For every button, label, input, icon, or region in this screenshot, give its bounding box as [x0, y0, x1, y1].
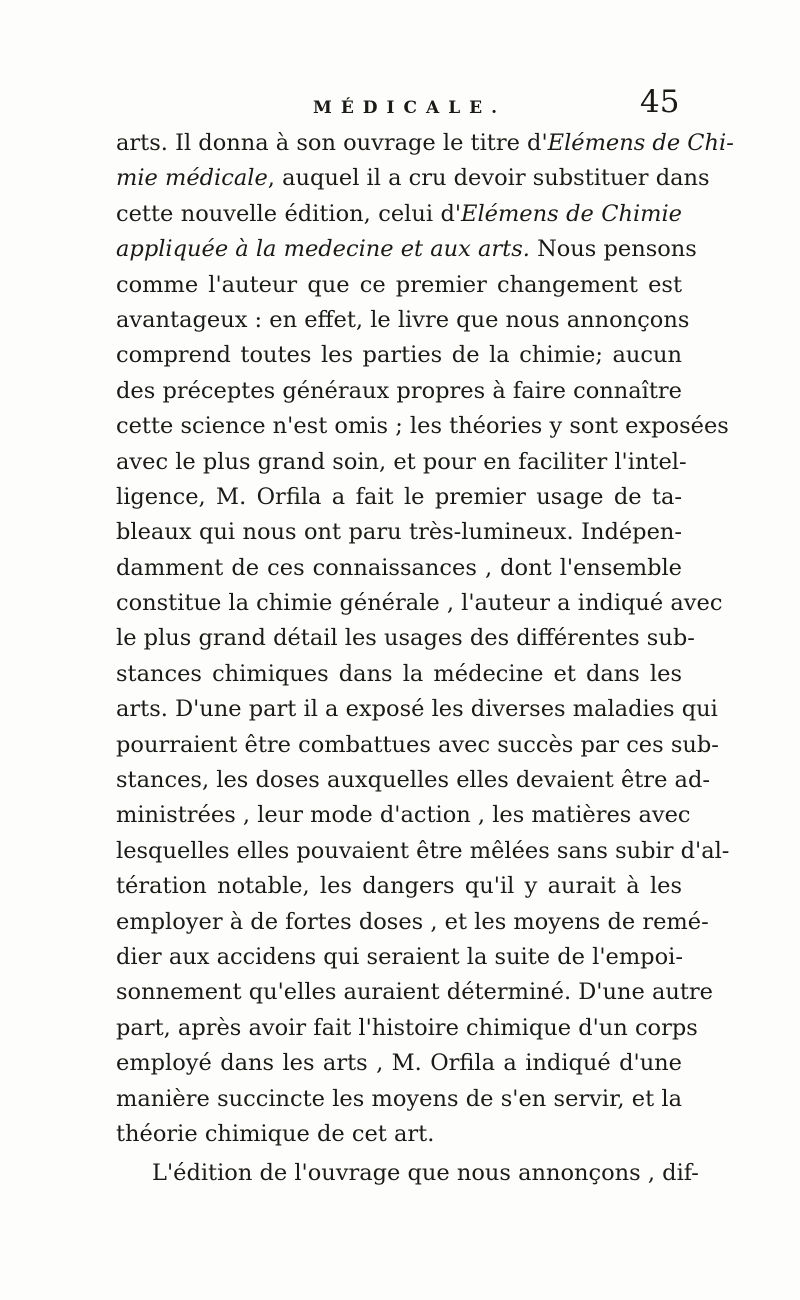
text-line: sonnement qu'elles auraient déterminé. D'une autre	[116, 979, 713, 1006]
text-line: manière succincte les moyens de s'en servir, et la	[116, 1085, 682, 1112]
text-line: mie médicale, auquel il a cru devoir substituer dans	[116, 165, 710, 192]
text-line: comprend toutes les parties de la chimie; aucun	[116, 342, 682, 369]
text-line: L'édition de l'ouvrage que nous annonçons , dif-	[152, 1160, 699, 1187]
text-line: employer à de fortes doses , et les moyens de remé-	[116, 908, 709, 935]
text-line: pourraient être combattues avec succès par ces sub-	[116, 731, 719, 758]
text-line: théorie chimique de cet art.	[116, 1120, 435, 1147]
text-line: ministrées , leur mode d'action , les matières avec	[116, 802, 691, 829]
text-line: avec le plus grand soin, et pour en faciliter l'intel-	[116, 448, 687, 475]
text-line: employé dans les arts , M. Orfila a indiqué d'une	[116, 1050, 682, 1077]
text-line: arts. Il donna à son ouvrage le titre d'Elémens de Chi-	[116, 130, 734, 156]
text-line: avantageux : en effet, le livre que nous annonçons	[116, 306, 690, 333]
text-line: cette science n'est omis ; les théories y sont exposées	[116, 413, 729, 440]
text-line: des préceptes généraux propres à faire connaître	[116, 377, 682, 404]
text-line: stances chimiques dans la médecine et dans les	[116, 660, 682, 687]
text-line: comme l'auteur que ce premier changement est	[116, 271, 682, 298]
text-line: tération notable, les dangers qu'il y aurait à les	[116, 873, 682, 900]
text-line: dier aux accidens qui seraient la suite de l'empoi-	[116, 943, 683, 970]
text-line: appliquée à la medecine et aux arts. Nous pensons	[116, 236, 697, 263]
text-line: arts. D'une part il a exposé les diverses maladies qui	[116, 696, 718, 723]
text-line: stances, les doses auxquelles elles devaient être ad-	[116, 767, 710, 794]
text-line: constitue la chimie générale , l'auteur a indiqué avec	[116, 590, 723, 617]
running-head: MÉDICALE.	[313, 98, 507, 118]
text-line: bleaux qui nous ont paru très-lumineux. Indépen-	[116, 519, 682, 546]
text-line: cette nouvelle édition, celui d'Elémens de Chimie	[116, 200, 682, 227]
text-line: ligence, M. Orfila a fait le premier usage de ta-	[116, 483, 682, 510]
text-line: damment de ces connaissances , dont l'ensemble	[116, 554, 682, 581]
text-line: le plus grand détail les usages des différentes sub-	[116, 625, 695, 652]
page-number: 45	[640, 84, 680, 120]
text-line: lesquelles elles pouvaient être mêlées sans subir d'al-	[116, 837, 730, 864]
text-line: part, après avoir fait l'histoire chimique d'un corps	[116, 1014, 698, 1041]
body-text	[116, 126, 734, 1192]
